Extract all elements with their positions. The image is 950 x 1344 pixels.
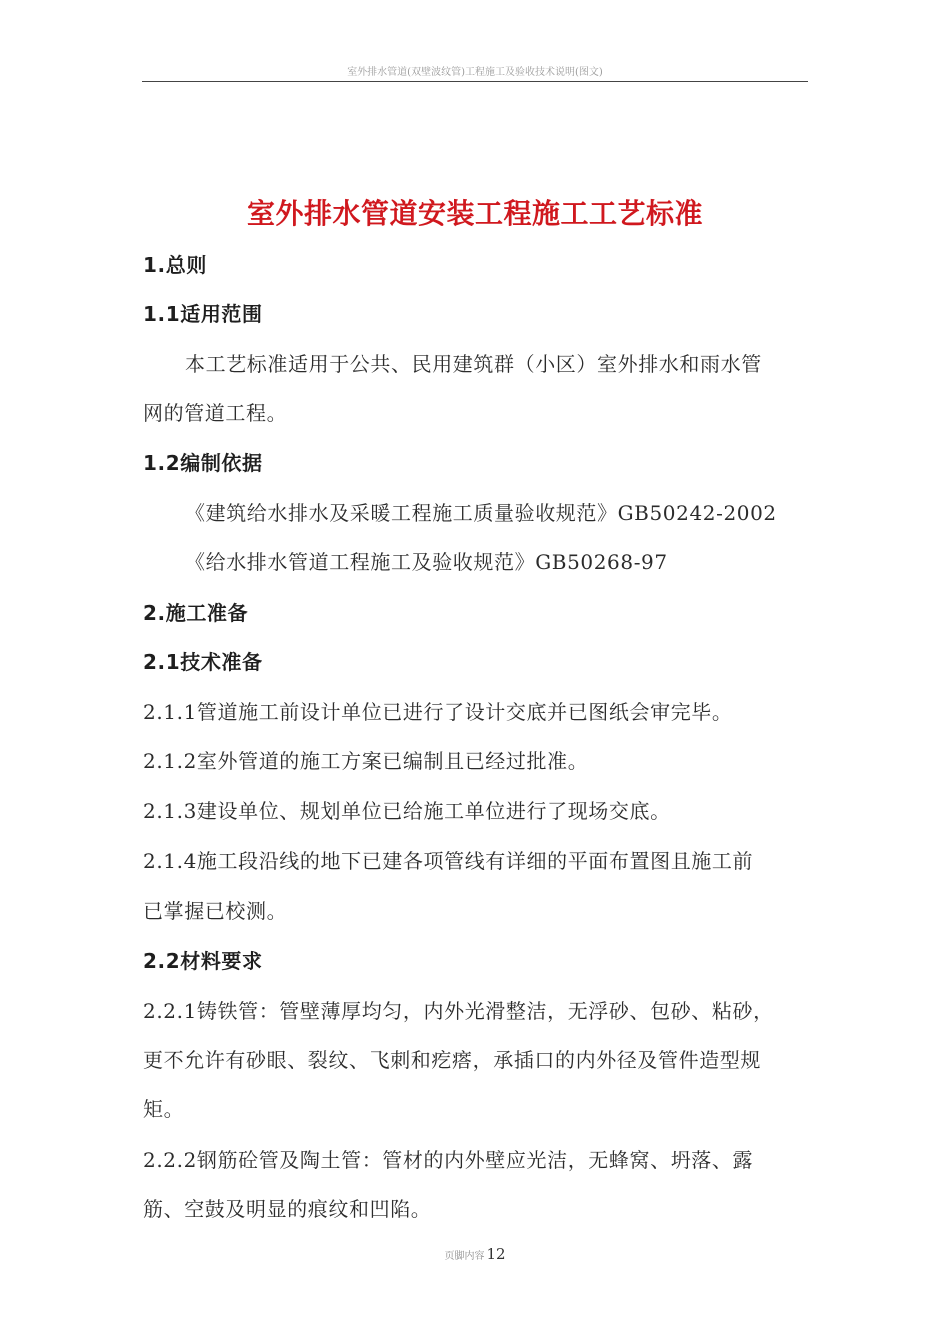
subsection-heading-basis: 1.2编制依据 [143,451,263,475]
paragraph-line: 已掌握已校测。 [143,899,288,923]
paragraph-line: 2.1.1管道施工前设计单位已进行了设计交底并已图纸会审完毕。 [143,700,733,724]
section-heading-preparation: 2.施工准备 [143,601,249,625]
paragraph-line: 2.2.1铸铁管：管壁薄厚均匀，内外光滑整洁，无浮砂、包砂、粘砂， [143,999,774,1023]
paragraph-line: 2.1.3建设单位、规划单位已给施工单位进行了现场交底。 [143,799,671,823]
subsection-heading-materials: 2.2材料要求 [143,949,263,973]
paragraph-line: 2.1.2室外管道的施工方案已编制且已经过批准。 [143,749,589,773]
paragraph-line: 筋、空鼓及明显的痕纹和凹陷。 [143,1197,432,1221]
subsection-heading-scope: 1.1适用范围 [143,302,263,326]
subsection-heading-technical: 2.1技术准备 [143,650,263,674]
paragraph-line: 本工艺标准适用于公共、民用建筑群（小区）室外排水和雨水管 [185,352,762,376]
page-number: 12 [486,1245,506,1263]
running-header: 室外排水管道(双壁波纹管)工程施工及验收技术说明(图文) [347,67,603,78]
reference-line: 《给水排水管道工程施工及验收规范》GB50268-97 [185,550,668,574]
footer-label: 页脚内容 [444,1251,485,1262]
paragraph-line: 更不允许有砂眼、裂纹、飞刺和疙瘩，承插口的内外径及管件造型规 [143,1048,761,1072]
document-title: 室外排水管道安装工程施工工艺标准 [246,197,703,230]
paragraph-line: 矩。 [143,1097,185,1121]
header-rule [142,81,808,82]
reference-line: 《建筑给水排水及采暖工程施工质量验收规范》GB50242-2002 [185,501,777,525]
paragraph-line: 2.1.4施工段沿线的地下已建各项管线有详细的平面布置图且施工前 [143,849,754,873]
section-heading-general: 1.总则 [143,253,207,277]
paragraph-line: 2.2.2钢筋砼管及陶土管：管材的内外壁应光洁，无蜂窝、坍落、露 [143,1148,754,1172]
paragraph-line: 网的管道工程。 [143,401,288,425]
page-footer [0,1244,950,1263]
